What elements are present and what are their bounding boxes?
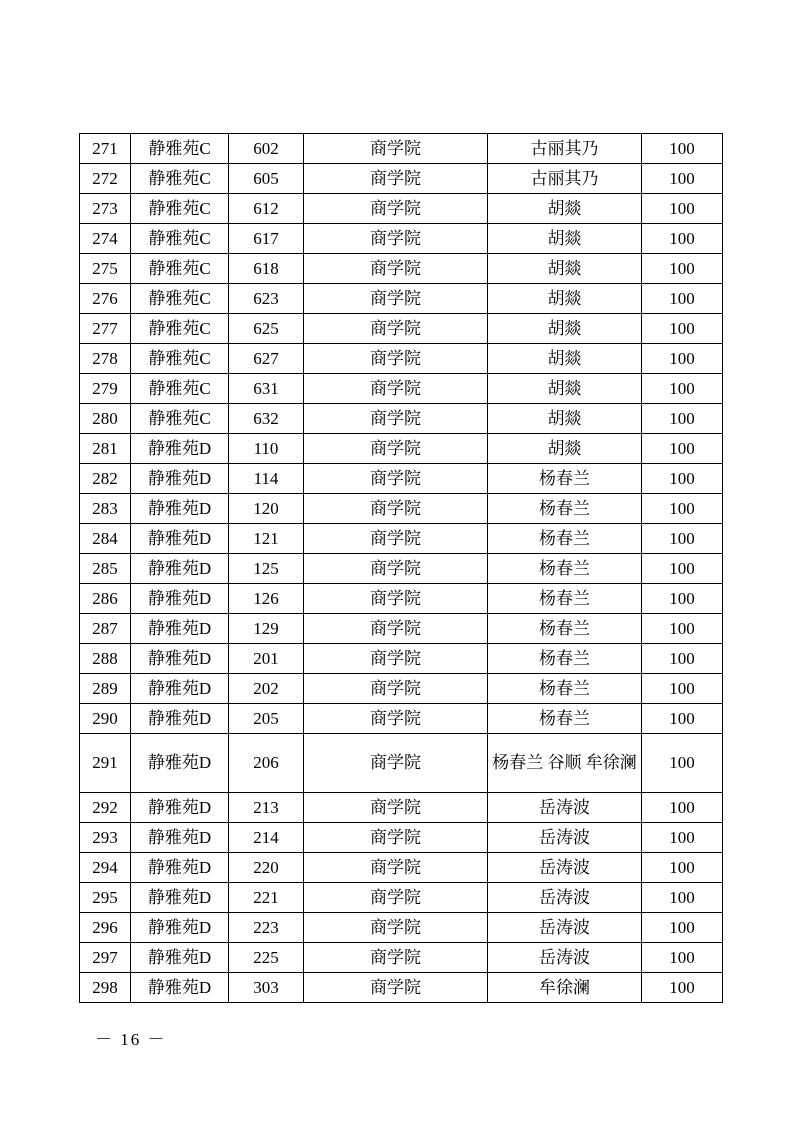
building-cell: 静雅苑C: [131, 284, 229, 314]
row-number-cell: 298: [80, 973, 131, 1003]
person-cell: 杨春兰 谷顺 牟徐澜: [488, 734, 642, 793]
college-cell: 商学院: [304, 913, 488, 943]
room-cell: 632: [229, 404, 304, 434]
person-cell: 古丽其乃: [488, 164, 642, 194]
college-cell: 商学院: [304, 134, 488, 164]
person-cell: 岳涛波: [488, 793, 642, 823]
college-cell: 商学院: [304, 674, 488, 704]
person-cell: 岳涛波: [488, 913, 642, 943]
table-row: [80, 883, 723, 913]
college-cell: 商学院: [304, 224, 488, 254]
row-number-cell: 287: [80, 614, 131, 644]
room-cell: 114: [229, 464, 304, 494]
score-cell: 100: [642, 614, 723, 644]
person-cell: 杨春兰: [488, 674, 642, 704]
room-cell: 618: [229, 254, 304, 284]
table-row: [80, 973, 723, 1003]
room-cell: 202: [229, 674, 304, 704]
row-number-cell: 277: [80, 314, 131, 344]
row-number-cell: 278: [80, 344, 131, 374]
building-cell: 静雅苑D: [131, 943, 229, 973]
person-cell: 胡燚: [488, 344, 642, 374]
row-number-cell: 288: [80, 644, 131, 674]
building-cell: 静雅苑C: [131, 164, 229, 194]
room-cell: 602: [229, 134, 304, 164]
table-row: [80, 224, 723, 254]
building-cell: 静雅苑C: [131, 404, 229, 434]
score-cell: 100: [642, 344, 723, 374]
building-cell: 静雅苑C: [131, 194, 229, 224]
table-row: [80, 734, 723, 793]
room-cell: 303: [229, 973, 304, 1003]
table-row: [80, 374, 723, 404]
table-row: [80, 704, 723, 734]
row-number-cell: 297: [80, 943, 131, 973]
college-cell: 商学院: [304, 494, 488, 524]
building-cell: 静雅苑C: [131, 224, 229, 254]
row-number-cell: 273: [80, 194, 131, 224]
table-row: [80, 524, 723, 554]
college-cell: 商学院: [304, 464, 488, 494]
table-row: [80, 823, 723, 853]
college-cell: 商学院: [304, 614, 488, 644]
building-cell: 静雅苑D: [131, 793, 229, 823]
person-cell: 古丽其乃: [488, 134, 642, 164]
score-cell: 100: [642, 704, 723, 734]
row-number-cell: 295: [80, 883, 131, 913]
college-cell: 商学院: [304, 194, 488, 224]
room-cell: 206: [229, 734, 304, 793]
room-cell: 220: [229, 853, 304, 883]
row-number-cell: 294: [80, 853, 131, 883]
score-cell: 100: [642, 464, 723, 494]
person-cell: 胡燚: [488, 434, 642, 464]
table-row: [80, 584, 723, 614]
score-cell: 100: [642, 584, 723, 614]
row-number-cell: 271: [80, 134, 131, 164]
person-cell: 杨春兰: [488, 584, 642, 614]
table-row: [80, 344, 723, 374]
score-cell: 100: [642, 883, 723, 913]
score-cell: 100: [642, 734, 723, 793]
person-cell: 杨春兰: [488, 464, 642, 494]
score-cell: 100: [642, 793, 723, 823]
table-row: [80, 404, 723, 434]
room-cell: 205: [229, 704, 304, 734]
person-cell: 岳涛波: [488, 853, 642, 883]
row-number-cell: 290: [80, 704, 131, 734]
person-cell: 胡燚: [488, 224, 642, 254]
college-cell: 商学院: [304, 314, 488, 344]
person-cell: 岳涛波: [488, 823, 642, 853]
score-cell: 100: [642, 853, 723, 883]
table-body: [80, 134, 723, 1003]
table-row: [80, 494, 723, 524]
person-cell: 杨春兰: [488, 614, 642, 644]
table-row: [80, 793, 723, 823]
room-cell: 125: [229, 554, 304, 584]
row-number-cell: 272: [80, 164, 131, 194]
building-cell: 静雅苑C: [131, 374, 229, 404]
score-cell: 100: [642, 943, 723, 973]
building-cell: 静雅苑D: [131, 853, 229, 883]
room-cell: 223: [229, 913, 304, 943]
building-cell: 静雅苑D: [131, 494, 229, 524]
person-cell: 胡燚: [488, 284, 642, 314]
college-cell: 商学院: [304, 344, 488, 374]
college-cell: 商学院: [304, 404, 488, 434]
college-cell: 商学院: [304, 973, 488, 1003]
row-number-cell: 275: [80, 254, 131, 284]
table-row: [80, 464, 723, 494]
college-cell: 商学院: [304, 584, 488, 614]
college-cell: 商学院: [304, 284, 488, 314]
row-number-cell: 281: [80, 434, 131, 464]
score-cell: 100: [642, 224, 723, 254]
table-row: [80, 164, 723, 194]
room-cell: 612: [229, 194, 304, 224]
college-cell: 商学院: [304, 164, 488, 194]
score-cell: 100: [642, 524, 723, 554]
table-row: [80, 644, 723, 674]
row-number-cell: 279: [80, 374, 131, 404]
room-cell: 623: [229, 284, 304, 314]
table-row: [80, 943, 723, 973]
row-number-cell: 286: [80, 584, 131, 614]
table-row: [80, 284, 723, 314]
person-cell: 岳涛波: [488, 943, 642, 973]
dormitory-score-table: [79, 133, 723, 1003]
building-cell: 静雅苑D: [131, 913, 229, 943]
score-cell: 100: [642, 644, 723, 674]
room-cell: 631: [229, 374, 304, 404]
building-cell: 静雅苑D: [131, 614, 229, 644]
score-cell: 100: [642, 374, 723, 404]
table-row: [80, 254, 723, 284]
room-cell: 625: [229, 314, 304, 344]
college-cell: 商学院: [304, 883, 488, 913]
college-cell: 商学院: [304, 704, 488, 734]
person-cell: 杨春兰: [488, 494, 642, 524]
person-cell: 杨春兰: [488, 704, 642, 734]
room-cell: 605: [229, 164, 304, 194]
person-cell: 胡燚: [488, 374, 642, 404]
college-cell: 商学院: [304, 823, 488, 853]
building-cell: 静雅苑C: [131, 344, 229, 374]
person-cell: 杨春兰: [488, 524, 642, 554]
room-cell: 126: [229, 584, 304, 614]
college-cell: 商学院: [304, 434, 488, 464]
score-cell: 100: [642, 284, 723, 314]
building-cell: 静雅苑C: [131, 314, 229, 344]
person-cell: 岳涛波: [488, 883, 642, 913]
row-number-cell: 276: [80, 284, 131, 314]
college-cell: 商学院: [304, 853, 488, 883]
building-cell: 静雅苑C: [131, 254, 229, 284]
score-cell: 100: [642, 973, 723, 1003]
building-cell: 静雅苑D: [131, 883, 229, 913]
room-cell: 121: [229, 524, 304, 554]
building-cell: 静雅苑D: [131, 674, 229, 704]
table-row: [80, 614, 723, 644]
building-cell: 静雅苑D: [131, 464, 229, 494]
score-cell: 100: [642, 913, 723, 943]
building-cell: 静雅苑C: [131, 134, 229, 164]
table-row: [80, 134, 723, 164]
person-cell: 胡燚: [488, 194, 642, 224]
score-cell: 100: [642, 254, 723, 284]
building-cell: 静雅苑D: [131, 823, 229, 853]
table-row: [80, 554, 723, 584]
table-row: [80, 913, 723, 943]
row-number-cell: 296: [80, 913, 131, 943]
row-number-cell: 282: [80, 464, 131, 494]
building-cell: 静雅苑D: [131, 973, 229, 1003]
person-cell: 胡燚: [488, 314, 642, 344]
room-cell: 627: [229, 344, 304, 374]
building-cell: 静雅苑D: [131, 734, 229, 793]
room-cell: 221: [229, 883, 304, 913]
row-number-cell: 291: [80, 734, 131, 793]
table-row: [80, 194, 723, 224]
score-cell: 100: [642, 434, 723, 464]
college-cell: 商学院: [304, 943, 488, 973]
building-cell: 静雅苑D: [131, 644, 229, 674]
college-cell: 商学院: [304, 793, 488, 823]
college-cell: 商学院: [304, 734, 488, 793]
room-cell: 213: [229, 793, 304, 823]
room-cell: 201: [229, 644, 304, 674]
building-cell: 静雅苑D: [131, 434, 229, 464]
table-row: [80, 674, 723, 704]
score-cell: 100: [642, 554, 723, 584]
row-number-cell: 289: [80, 674, 131, 704]
score-cell: 100: [642, 164, 723, 194]
row-number-cell: 284: [80, 524, 131, 554]
room-cell: 617: [229, 224, 304, 254]
page-number: － 16 －: [95, 1030, 167, 1049]
room-cell: 120: [229, 494, 304, 524]
building-cell: 静雅苑D: [131, 524, 229, 554]
score-cell: 100: [642, 494, 723, 524]
table-row: [80, 434, 723, 464]
person-cell: 胡燚: [488, 404, 642, 434]
person-cell: 杨春兰: [488, 644, 642, 674]
person-cell: 牟徐澜: [488, 973, 642, 1003]
college-cell: 商学院: [304, 254, 488, 284]
score-cell: 100: [642, 674, 723, 704]
building-cell: 静雅苑D: [131, 704, 229, 734]
row-number-cell: 292: [80, 793, 131, 823]
room-cell: 129: [229, 614, 304, 644]
table-row: [80, 314, 723, 344]
person-cell: 胡燚: [488, 254, 642, 284]
row-number-cell: 274: [80, 224, 131, 254]
row-number-cell: 285: [80, 554, 131, 584]
row-number-cell: 283: [80, 494, 131, 524]
college-cell: 商学院: [304, 524, 488, 554]
room-cell: 225: [229, 943, 304, 973]
college-cell: 商学院: [304, 374, 488, 404]
score-cell: 100: [642, 194, 723, 224]
row-number-cell: 280: [80, 404, 131, 434]
person-cell: 杨春兰: [488, 554, 642, 584]
score-cell: 100: [642, 404, 723, 434]
room-cell: 214: [229, 823, 304, 853]
building-cell: 静雅苑D: [131, 554, 229, 584]
college-cell: 商学院: [304, 644, 488, 674]
score-cell: 100: [642, 314, 723, 344]
score-cell: 100: [642, 823, 723, 853]
room-cell: 110: [229, 434, 304, 464]
building-cell: 静雅苑D: [131, 584, 229, 614]
college-cell: 商学院: [304, 554, 488, 584]
score-cell: 100: [642, 134, 723, 164]
table-row: [80, 853, 723, 883]
row-number-cell: 293: [80, 823, 131, 853]
